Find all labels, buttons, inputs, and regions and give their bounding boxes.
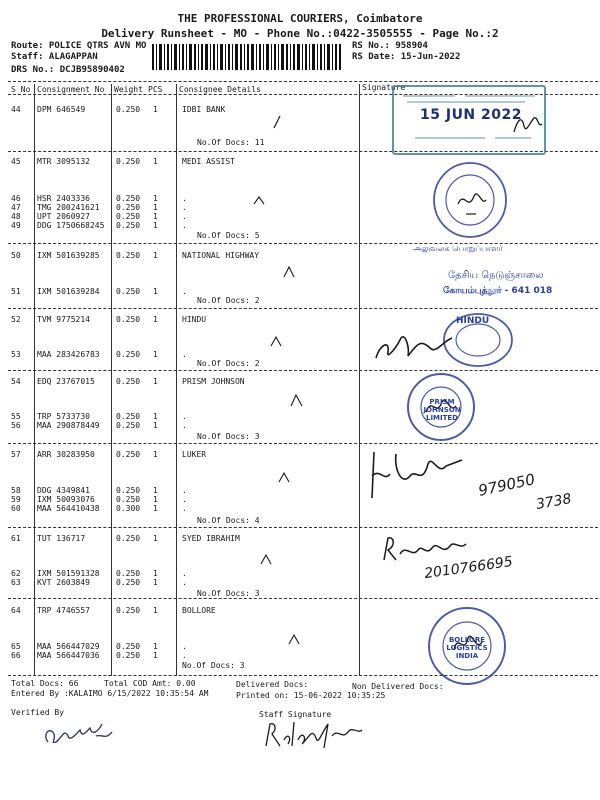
cell-consignee: .	[182, 578, 187, 587]
rs-no: RS No.: 958904	[352, 41, 428, 51]
barcode	[152, 44, 342, 70]
cell-pcs: 1	[153, 651, 158, 660]
group-separator	[8, 243, 598, 244]
cell-consignment: MAA 564410438	[37, 504, 100, 513]
no-of-docs: No.Of Docs: 3	[182, 661, 245, 670]
cell-weight: 0.250	[116, 486, 141, 495]
cell-consignment: TUT 136717	[37, 534, 86, 543]
cell-consignee: .	[182, 569, 187, 578]
cell-consignment: ARR 30283950	[37, 450, 95, 459]
cell-sno: 58	[11, 486, 21, 495]
runsheet-title: Delivery Runsheet - MO - Phone No.:0422-3505555 - Page No.:2	[101, 27, 499, 40]
cell-weight: 0.250	[116, 651, 141, 660]
cell-sno: 64	[11, 606, 21, 615]
cell-weight: 0.300	[116, 504, 141, 513]
cell-consignee: PRISM JOHNSON	[182, 377, 245, 386]
cell-pcs: 1	[153, 495, 158, 504]
rs-date: RS Date: 15-Jun-2022	[352, 52, 461, 62]
col-header-consignee: Consignee Details	[179, 85, 261, 94]
staff-signature-label: Staff Signature	[259, 710, 332, 719]
cell-consignee: .	[182, 287, 187, 296]
tick-mark	[252, 194, 270, 208]
cell-consignment: IXM 50093076	[37, 495, 95, 504]
no-of-docs: No.Of Docs: 3	[197, 432, 260, 441]
no-of-docs: No.Of Docs: 11	[197, 138, 265, 147]
cell-weight: 0.250	[116, 495, 141, 504]
cell-pcs: 1	[153, 504, 158, 513]
cell-sno: 47	[11, 203, 21, 212]
cell-sno: 60	[11, 504, 21, 513]
cell-consignee: NATIONAL HIGHWAY	[182, 251, 260, 260]
cell-weight: 0.250	[116, 105, 141, 114]
cell-consignment: IXM 501591328	[37, 569, 100, 578]
cell-sno: 56	[11, 421, 21, 430]
cell-sno: 52	[11, 315, 21, 324]
col-divider	[34, 84, 35, 676]
cell-consignment: TRP 4746557	[37, 606, 90, 615]
tick-mark	[258, 552, 276, 568]
cell-consignment: KVT 2603849	[37, 578, 90, 587]
cell-sno: 53	[11, 350, 21, 359]
cell-weight: 0.250	[116, 377, 141, 386]
cell-consignee: .	[182, 486, 187, 495]
group-separator	[8, 598, 598, 599]
cell-consignment: DPM 646549	[37, 105, 86, 114]
hindu-signature	[370, 318, 460, 368]
cell-sno: 46	[11, 194, 21, 203]
bollore-stamp-text: BOLLORE LOGISTICS INDIA	[446, 636, 488, 660]
cell-consignment: MAA 283426783	[37, 350, 100, 359]
cell-pcs: 1	[153, 203, 158, 212]
cell-sno: 57	[11, 450, 21, 459]
group-separator	[8, 443, 598, 444]
cell-consignment: IXM 501639285	[37, 251, 100, 260]
col-header-signature: Signature	[362, 83, 406, 92]
cell-weight: 0.250	[116, 534, 141, 543]
entered-by: Entered By :KALAIMO 6/15/2022 10:35:54 AM	[11, 689, 209, 698]
cell-consignment: DDG 1750668245	[37, 221, 105, 230]
cell-weight: 0.250	[116, 315, 141, 324]
cell-weight: 0.250	[116, 421, 141, 430]
cell-consignee: .	[182, 642, 187, 651]
nhai-stamp-top: அலுவலக பொறுப்பாளர்	[413, 244, 503, 253]
cell-consignment: UPT 2060927	[37, 212, 90, 221]
staff: Staff: ALAGAPPAN	[11, 52, 98, 62]
medi-assist-round-stamp	[420, 160, 520, 240]
cell-weight: 0.250	[116, 606, 141, 615]
cell-consignment: TMG 200241621	[37, 203, 100, 212]
cell-consignee: .	[182, 203, 187, 212]
cell-consignee: .	[182, 421, 187, 430]
cell-sno: 48	[11, 212, 21, 221]
cell-consignment: DDG 4349841	[37, 486, 90, 495]
cell-pcs: 1	[153, 421, 158, 430]
cell-consignee: HINDU	[182, 315, 207, 324]
printed-on: Printed on: 15-06-2022 10:35:25	[236, 691, 386, 700]
cell-consignee: .	[182, 221, 187, 230]
tick-mark	[270, 110, 290, 132]
cell-weight: 0.250	[116, 450, 141, 459]
syed-note: 2010766695	[423, 553, 514, 583]
cell-consignment: HSR 2403336	[37, 194, 90, 203]
cell-pcs: 1	[153, 212, 158, 221]
route: Route: POLICE QTRS AVN MO	[11, 41, 147, 51]
cell-sno: 59	[11, 495, 21, 504]
col-header-consignment: Consignment No	[37, 85, 105, 94]
cell-weight: 0.250	[116, 642, 141, 651]
cell-consignee: LUKER	[182, 450, 207, 459]
no-of-docs: No.Of Docs: 5	[197, 231, 260, 240]
delivered-docs: Delivered Docs:	[236, 680, 309, 689]
cell-pcs: 1	[153, 486, 158, 495]
cell-consignee: IDBI BANK	[182, 105, 226, 114]
luker-note-1: 979050	[476, 470, 537, 500]
cell-consignee: .	[182, 651, 187, 660]
cell-pcs: 1	[153, 287, 158, 296]
cell-sno: 54	[11, 377, 21, 386]
cell-weight: 0.250	[116, 157, 141, 166]
cell-pcs: 1	[153, 315, 158, 324]
cell-weight: 0.250	[116, 251, 141, 260]
group-separator	[8, 308, 598, 309]
hindu-stamp-text: HINDU	[456, 316, 490, 326]
prism-stamp-text: PRISM JOHNSON LIMITED	[423, 398, 461, 422]
no-of-docs: No.Of Docs: 2	[197, 359, 260, 368]
no-of-docs: No.Of Docs: 2	[197, 296, 260, 305]
cell-weight: 0.250	[116, 412, 141, 421]
non-delivered-docs: Non Delivered Docs:	[352, 682, 444, 691]
cell-consignment: IXM 501639284	[37, 287, 100, 296]
cell-consignee: BOLLORE	[182, 606, 216, 615]
col-header-sno: S No	[11, 85, 31, 94]
cell-sno: 50	[11, 251, 21, 260]
luker-note-2: 3738	[534, 491, 573, 513]
tick-mark	[280, 263, 300, 281]
col-divider	[359, 84, 360, 676]
cell-weight: 0.250	[116, 578, 141, 587]
cell-weight: 0.250	[116, 287, 141, 296]
cell-pcs: 1	[153, 642, 158, 651]
verified-by-label: Verified By	[11, 708, 64, 717]
cell-sno: 61	[11, 534, 21, 543]
luker-signature	[366, 446, 516, 506]
total-docs: Total Docs: 66	[11, 679, 79, 688]
cell-consignment: MAA 566447036	[37, 651, 100, 660]
cell-weight: 0.250	[116, 212, 141, 221]
col-header-weight: Weight	[114, 85, 143, 94]
cell-sno: 49	[11, 221, 21, 230]
no-of-docs: No.Of Docs: 4	[197, 516, 260, 525]
header-rule-top	[8, 81, 598, 82]
idbi-signature	[508, 108, 548, 140]
cell-pcs: 1	[153, 412, 158, 421]
tick-mark	[276, 470, 294, 486]
cell-pcs: 1	[153, 221, 158, 230]
cell-pcs: 1	[153, 251, 158, 260]
cell-consignment: MAA 290878449	[37, 421, 100, 430]
no-of-docs: No.Of Docs: 3	[197, 589, 260, 598]
staff-signature	[262, 716, 372, 752]
nhai-stamp-line1: தேசிய நெடுஞ்சாலை	[448, 270, 544, 281]
cell-pcs: 1	[153, 194, 158, 203]
cell-consignee: SYED IBRAHIM	[182, 534, 240, 543]
cell-consignee: .	[182, 194, 187, 203]
cell-consignee: .	[182, 412, 187, 421]
group-separator	[8, 527, 598, 528]
cell-consignee: .	[182, 495, 187, 504]
cell-consignment: EDQ 23767015	[37, 377, 95, 386]
cell-pcs: 1	[153, 350, 158, 359]
cell-consignee: .	[182, 504, 187, 513]
cell-weight: 0.250	[116, 569, 141, 578]
cell-weight: 0.250	[116, 194, 141, 203]
cell-consignee: MEDI ASSIST	[182, 157, 235, 166]
cell-pcs: 1	[153, 377, 158, 386]
col-divider	[111, 84, 112, 676]
cell-consignee: .	[182, 350, 187, 359]
cell-consignment: TVM 9775214	[37, 315, 90, 324]
cell-consignment: MAA 566447029	[37, 642, 100, 651]
cell-consignee: .	[182, 212, 187, 221]
total-cod: Total COD Amt: 0.00	[104, 679, 196, 688]
cell-pcs: 1	[153, 578, 158, 587]
cell-pcs: 1	[153, 450, 158, 459]
cell-sno: 45	[11, 157, 21, 166]
drs-no: DRS No.: DCJB95890402	[11, 65, 125, 75]
cell-weight: 0.250	[116, 350, 141, 359]
cell-pcs: 1	[153, 534, 158, 543]
nhai-stamp-line2: கோயம்புத்தூர் - 641 018	[443, 286, 553, 296]
tick-mark	[286, 632, 304, 648]
cell-pcs: 1	[153, 105, 158, 114]
company-title: THE PROFESSIONAL COURIERS, Coimbatore	[177, 12, 423, 25]
cell-pcs: 1	[153, 606, 158, 615]
cell-weight: 0.250	[116, 221, 141, 230]
cell-pcs: 1	[153, 569, 158, 578]
cell-sno: 65	[11, 642, 21, 651]
cell-sno: 63	[11, 578, 21, 587]
cell-weight: 0.250	[116, 203, 141, 212]
tick-mark	[268, 334, 286, 350]
col-header-pcs: PCS	[148, 85, 163, 94]
col-divider	[176, 84, 177, 676]
cell-pcs: 1	[153, 157, 158, 166]
cell-consignment: MTR 3095132	[37, 157, 90, 166]
cell-sno: 55	[11, 412, 21, 421]
cell-consignment: TRP 5733730	[37, 412, 90, 421]
cell-sno: 66	[11, 651, 21, 660]
date-stamp-text: 15 JUN 2022	[420, 107, 522, 123]
tick-mark	[288, 392, 306, 410]
cell-sno: 62	[11, 569, 21, 578]
cell-sno: 51	[11, 287, 21, 296]
verified-signature	[40, 714, 130, 754]
cell-sno: 44	[11, 105, 21, 114]
